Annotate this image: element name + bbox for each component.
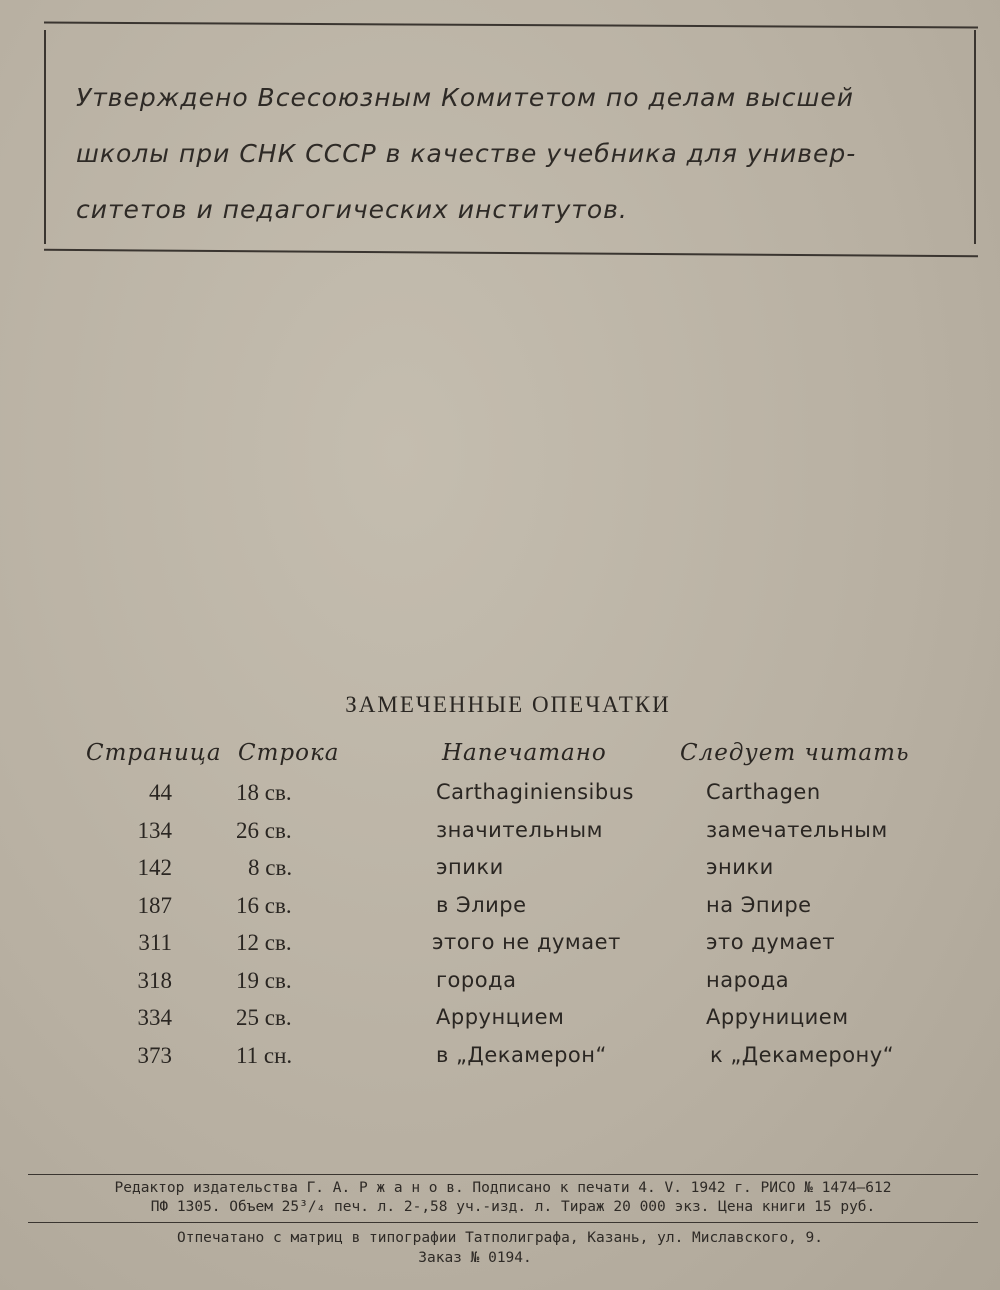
cell-printed: города: [436, 967, 517, 992]
cell-printed: эпики: [436, 855, 504, 879]
cell-line: 11 сн.: [236, 1042, 293, 1068]
box-top-rule: [44, 22, 978, 29]
cell-page: 187: [137, 892, 172, 918]
imprint-bottom-rule: [28, 1222, 978, 1223]
cell-correct: на Эпире: [706, 892, 812, 917]
approval-text: [76, 70, 956, 238]
table-row: [86, 780, 916, 818]
imprint-line-1: Редактор издательства Г. А. Р ж а н о в. Подписано к печати 4. V. 1942 г. РИСО № 1474–612: [114, 1180, 892, 1196]
imprint-top-rule: [28, 1174, 978, 1175]
cell-line: 19 св.: [236, 967, 292, 993]
cell-printed: в Элире: [436, 892, 527, 917]
cell-correct: народа: [706, 967, 790, 992]
cell-correct: эники: [706, 855, 774, 879]
imprint-line-3: Отпечатано с матриц в типографии Татполиграфа, Казань, ул. Миславского, 9.: [176, 1230, 823, 1246]
cell-printed: в „Декамерон“: [436, 1042, 607, 1067]
cell-line: 25 св.: [236, 1005, 292, 1030]
cell-page: 318: [137, 967, 172, 993]
header-page: Страница: [86, 740, 222, 766]
cell-line: 8 св.: [248, 855, 293, 880]
table-row: [86, 818, 916, 856]
cell-page: 373: [137, 1042, 172, 1068]
table-row: [86, 893, 916, 931]
errata-header-row: [86, 740, 916, 780]
box-bottom-rule: [44, 249, 978, 258]
cell-printed: этого не думает: [432, 930, 621, 954]
cell-line: 26 св.: [236, 817, 292, 843]
cell-line: 18 св.: [236, 780, 292, 805]
approval-line-3: ситетов и педагогических институтов.: [76, 195, 628, 224]
approval-line-1: Утверждено Всесоюзным Комитетом по делам высшей: [76, 83, 854, 112]
errata-title: ЗАМЕЧЕННЫЕ ОПЕЧАТКИ: [345, 692, 671, 717]
cell-correct: к „Декамерону“: [710, 1042, 895, 1067]
imprint-line-4: Заказ № 0194.: [418, 1250, 532, 1266]
cell-correct: замечательным: [706, 817, 888, 842]
cell-correct: Арруницием: [706, 1005, 849, 1029]
cell-line: 16 св.: [236, 892, 292, 918]
approval-line-2: школы при СНК СССР в качестве учебника для универ-: [76, 139, 857, 168]
cell-printed: значительным: [436, 817, 603, 842]
approval-notice-box: [44, 30, 976, 244]
cell-page: 134: [137, 817, 172, 843]
table-row: [86, 1005, 916, 1043]
cell-correct: это думает: [706, 930, 836, 954]
table-row: [86, 1043, 916, 1081]
cell-page: 142: [137, 855, 172, 880]
cell-printed: Аррунцием: [436, 1005, 565, 1029]
cell-page: 311: [138, 930, 172, 955]
table-row: [86, 968, 916, 1006]
table-row: [86, 855, 916, 893]
header-printed: Напечатано: [442, 740, 607, 766]
header-line: Строка: [238, 740, 340, 766]
cell-page: 334: [137, 1005, 172, 1030]
cell-page: 44: [149, 780, 172, 805]
table-row: [86, 930, 916, 968]
imprint-line-2: ПФ 1305. Объем 25³/₄ печ. л. 2-,58 уч.-изд. л. Тираж 20 000 экз. Цена книги 15 руб.: [150, 1199, 876, 1215]
cell-printed: Carthaginiensibus: [436, 780, 634, 804]
cell-correct: Carthagen: [706, 780, 821, 804]
header-correct: Следует читать: [680, 740, 910, 766]
cell-line: 12 св.: [236, 930, 292, 955]
errata-table: [86, 740, 916, 1080]
